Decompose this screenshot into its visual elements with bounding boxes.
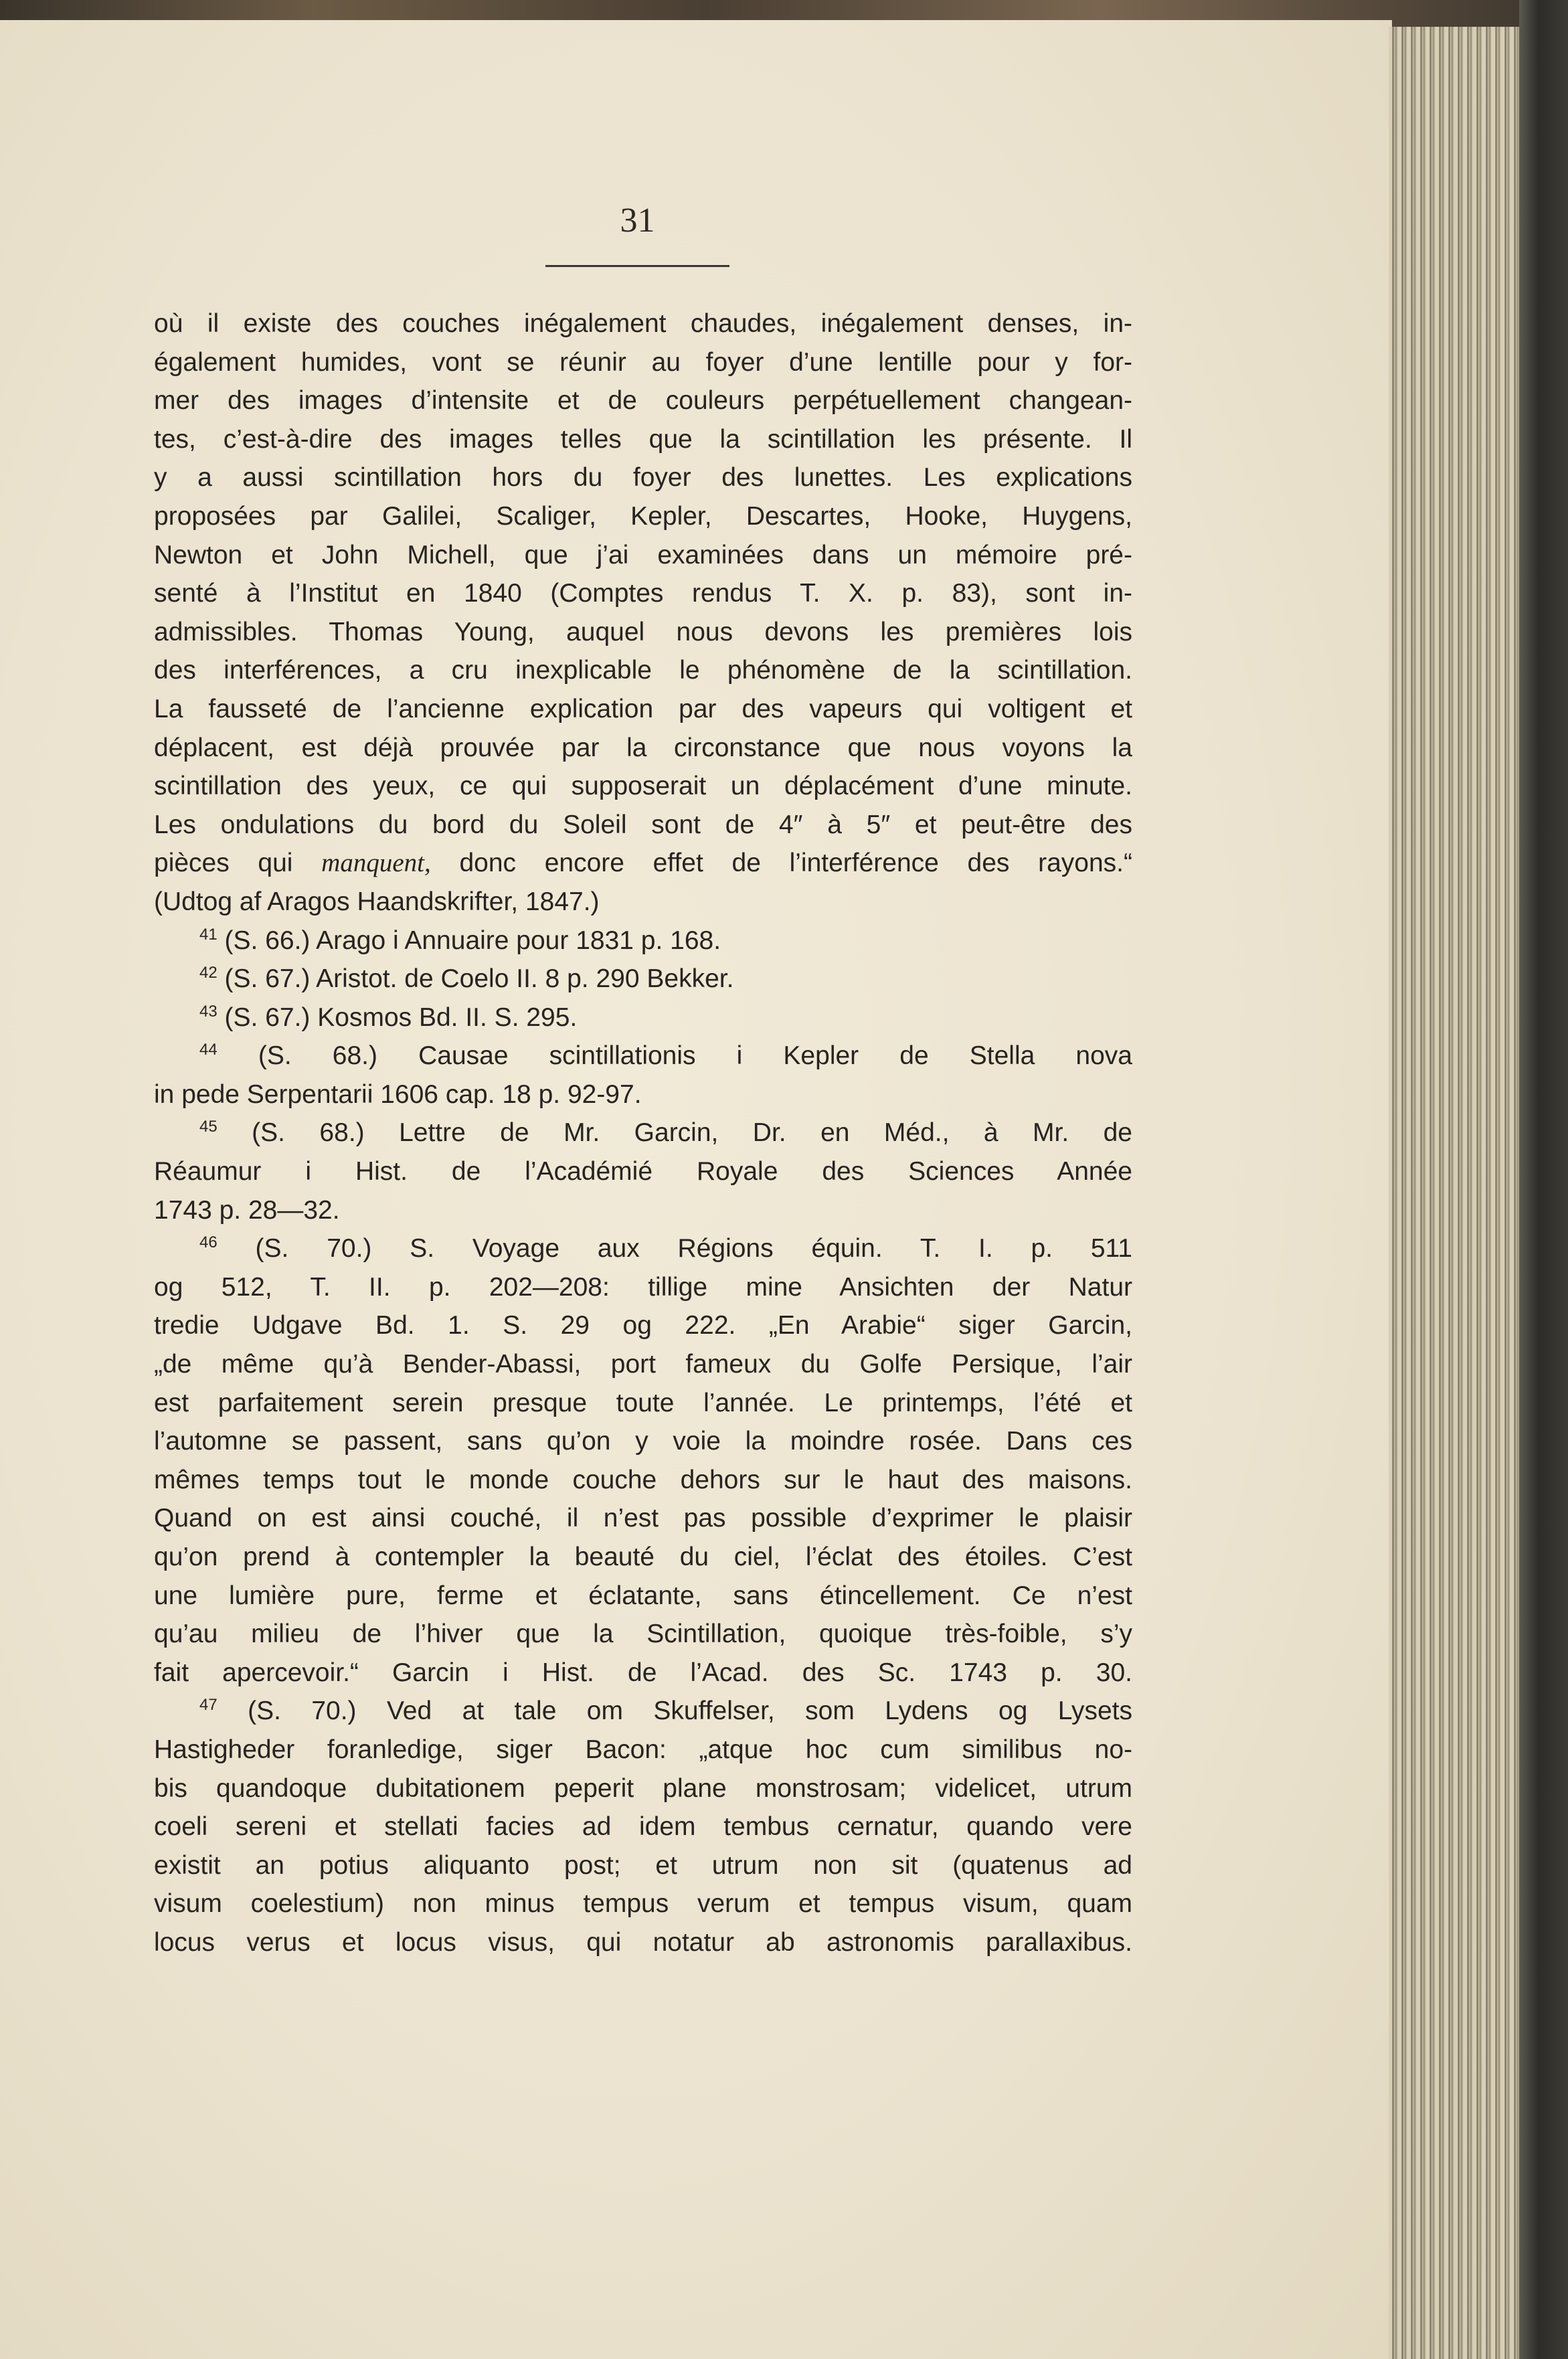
line-text: fait apercevoir.“ Garcin i Hist. de l’Acad. des Sc. 1743 p. 30.: [154, 1658, 1132, 1687]
line-text: locus verus et locus visus, qui notatur ab astronomis parallaxibus.: [154, 1927, 1132, 1957]
line-text: (S. 70.) Ved at tale om Skuffelser, som Lydens og Lysets: [248, 1696, 1132, 1726]
line-text: 1743 p. 28—32.: [154, 1195, 340, 1225]
line-text: donc encore effet de l’interférence des rayons.“: [459, 849, 1132, 878]
line-text: proposées par Galilei, Scaliger, Kepler, Descartes, Hooke, Huygens,: [154, 501, 1132, 531]
footnote-number: 41: [199, 925, 217, 944]
text-line: [154, 1306, 1132, 1345]
line-text: coeli sereni et stellati facies ad idem tembus cernatur, quando vere: [154, 1812, 1132, 1842]
line-text: visum coelestium) non minus tempus verum et tempus visum, quam: [154, 1889, 1132, 1919]
line-text: une lumière pure, ferme et éclatante, sans étincellement. Ce n’est: [154, 1581, 1132, 1610]
text-line: [154, 1731, 1132, 1769]
text-line: [154, 304, 1132, 343]
footnote-number: 47: [199, 1696, 217, 1715]
text-line: [154, 767, 1132, 806]
text-line: [154, 420, 1132, 459]
text-line: [154, 536, 1132, 575]
text-line: [154, 1152, 1132, 1191]
text-line: [154, 883, 1132, 922]
line-text: (Udtog af Aragos Haandskrifter, 1847.): [154, 887, 600, 916]
text-line: [154, 1923, 1132, 1962]
line-text: og 512, T. II. p. 202—208: tillige mine Ansichten der Natur: [154, 1272, 1132, 1302]
line-text: l’automne se passent, sans qu’on y voie la moindre rosée. Dans ces: [154, 1427, 1132, 1456]
text-line: [154, 1769, 1132, 1808]
line-text: (S. 66.) Arago i Annuaire pour 1831 p. 168.: [224, 926, 721, 955]
line-text: senté à l’Institut en 1840 (Comptes rendus T. X. p. 83), sont in-: [154, 579, 1132, 608]
text-line: [154, 458, 1132, 497]
line-text: est parfaitement serein presque toute l’année. Le printemps, l’été et: [154, 1388, 1132, 1417]
line-text: in pede Serpentarii 1606 cap. 18 p. 92-97.: [154, 1079, 642, 1109]
footnote-number: 46: [199, 1233, 217, 1252]
text-line: [154, 729, 1132, 768]
text-line: [154, 1885, 1132, 1923]
header-rule: [545, 265, 729, 267]
text-line: [154, 1075, 1132, 1114]
line-text: qu’on prend à contempler la beauté du ciel, l’éclat des étoiles. C’est: [154, 1543, 1132, 1571]
footnote-number: 44: [199, 1041, 217, 1059]
page-number: 31: [620, 201, 655, 240]
footnote-line: [154, 998, 1132, 1037]
line-text: Quand on est ainsi couché, il n’est pas possible d’exprimer le plaisir: [154, 1504, 1132, 1533]
line-text: des interférences, a cru inexplicable le phénomène de la scintillation.: [154, 656, 1132, 685]
line-text: scintillation des yeux, ce qui supposerait un déplacément d’une minute.: [154, 772, 1132, 801]
line-text: La fausseté de l’ancienne explication par des vapeurs qui voltigent et: [154, 694, 1132, 723]
text-line: [154, 1268, 1132, 1307]
footnote-line: [154, 922, 1132, 960]
line-text: Réaumur i Hist. de l’Académié Royale des Sciences Année: [154, 1157, 1132, 1187]
text-line: [154, 1422, 1132, 1461]
text-line: [154, 806, 1132, 845]
text-line: [154, 1654, 1132, 1692]
footnote-line: [154, 960, 1132, 998]
page-edges: [1389, 27, 1522, 2359]
text-line: [154, 1615, 1132, 1654]
text-line: [154, 844, 1132, 883]
line-text: „de même qu’à Bender-Abassi, port fameux du Golfe Persique, l’air: [154, 1350, 1132, 1379]
line-text: (S. 68.) Causae scintillationis i Kepler de Stella nova: [258, 1041, 1132, 1071]
line-text: tes, c’est-à-dire des images telles que la scintillation les présente. Il: [154, 424, 1132, 454]
footnote-line: [154, 1114, 1132, 1152]
text-line: [154, 497, 1132, 536]
text-line: [154, 1461, 1132, 1500]
line-text: où il existe des couches inégalement chaudes, inégalement denses, in-: [154, 309, 1132, 338]
footnote-line: [154, 1692, 1132, 1731]
line-text: tredie Udgave Bd. 1. S. 29 og 222. „En Arabie“ siger Garcin,: [154, 1311, 1132, 1340]
text-line: [154, 574, 1132, 613]
line-text: y a aussi scintillation hors du foyer des lunettes. Les explications: [154, 463, 1132, 493]
footnote-number: 43: [199, 1002, 217, 1021]
text-line: [154, 1384, 1132, 1423]
footnote-number: 45: [199, 1118, 217, 1136]
text-line: [154, 690, 1132, 729]
text-line: [154, 1499, 1132, 1538]
line-text: Hastigheder foranledige, siger Bacon: „atque hoc cum similibus no-: [154, 1735, 1132, 1764]
text-line: [154, 651, 1132, 690]
text-line: [154, 1846, 1132, 1885]
line-text: bis quandoque dubitationem peperit plane monstrosam; videlicet, utrum: [154, 1773, 1132, 1803]
line-text: (S. 68.) Lettre de Mr. Garcin, Dr. en Méd., à Mr. de: [252, 1118, 1132, 1148]
text-line: [154, 343, 1132, 382]
line-text: (S. 67.) Kosmos Bd. II. S. 295.: [224, 1002, 578, 1032]
line-text: mêmes temps tout le monde couche dehors sur le haut des maisons.: [154, 1465, 1132, 1494]
text-line: [154, 1577, 1132, 1615]
line-text: (S. 67.) Aristot. de Coelo II. 8 p. 290 Bekker.: [224, 964, 734, 994]
line-text: pièces qui: [154, 849, 293, 878]
footnote-line: [154, 1229, 1132, 1268]
line-text: existit an potius aliquanto post; et utrum non sit (quatenus ad: [154, 1850, 1132, 1880]
text-line: [154, 381, 1132, 420]
page-body-text: [154, 304, 1132, 1962]
line-text: qu’au milieu de l’hiver que la Scintillation, quoique très-foible, s’y: [154, 1620, 1132, 1649]
italic-word: manquent,: [321, 849, 431, 878]
text-line: [154, 613, 1132, 652]
text-line: [154, 1808, 1132, 1846]
line-text: Les ondulations du bord du Soleil sont de 4″ à 5″ et peut-être des: [154, 810, 1132, 839]
book-binding: [1519, 0, 1568, 2359]
footnote-number: 42: [199, 964, 217, 982]
line-text: Newton et John Michell, que j’ai examinées dans un mémoire pré-: [154, 540, 1132, 570]
text-line: [154, 1191, 1132, 1230]
line-text: mer des images d’intensite et de couleurs perpétuellement changean-: [154, 386, 1132, 416]
footnote-line: [154, 1037, 1132, 1075]
line-text: admissibles. Thomas Young, auquel nous devons les premières lois: [154, 617, 1132, 646]
line-text: également humides, vont se réunir au foyer d’une lentille pour y for-: [154, 347, 1132, 377]
text-line: [154, 1538, 1132, 1577]
line-text: (S. 70.) S. Voyage aux Régions équin. T. I. p. 511: [255, 1234, 1132, 1263]
text-line: [154, 1345, 1132, 1384]
line-text: déplacent, est déjà prouvée par la circonstance que nous voyons la: [154, 733, 1132, 762]
